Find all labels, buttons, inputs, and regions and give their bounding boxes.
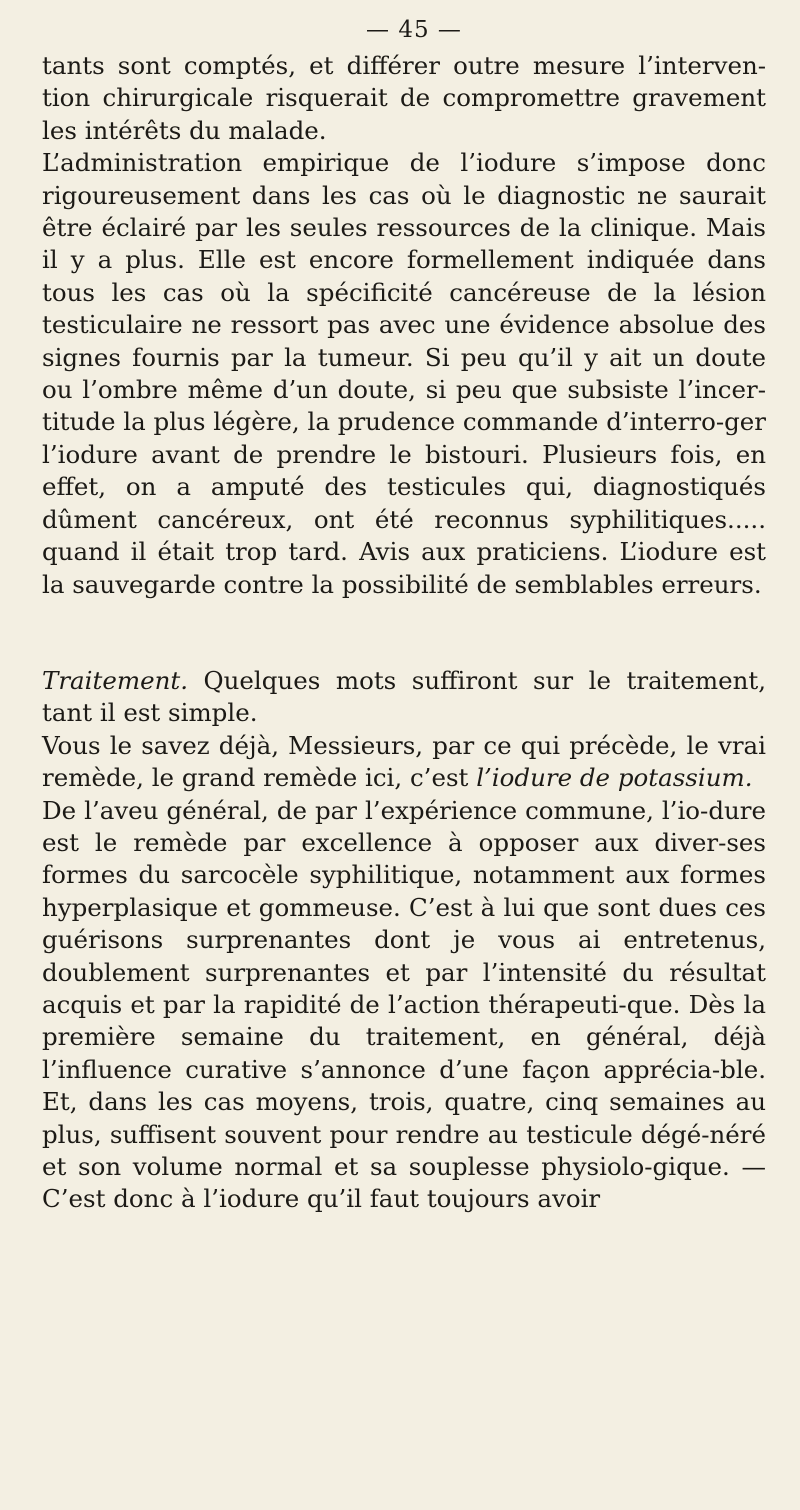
section-spacer — [42, 601, 766, 665]
remedy-name: l’iodure de potassium. — [476, 763, 753, 793]
paragraph-effects: De l’aveu général, de par l’expérience commune, l’io-dure est le remède par excellence à opposer aux diver-ses formes du sarcocèle syphilitique, notamment aux formes hyperplasique et gommeuse. C’est à lui que sont dues ces guérisons surprenantes dont je vous ai entretenus, doublement surprenantes et par l’intensité du résultat acquis et par la rapidité de l’action thérapeuti-que. Dès la première semaine du traitement, en général, déjà l’influence curative s’annonce d’une façon apprécia-ble. Et, dans les cas moyens, trois, quatre, cinq semaines au plus, suffisent souvent pour rendre au testicule dégé-néré et son volume normal et sa souplesse physiolo-gique. — C’est donc à l’iodure qu’il faut toujours avoir — [42, 795, 766, 1214]
paragraph-remedy-text: Vous le savez déjà, Messieurs, par ce qui précède, le vrai remède, le grand remède ici, c’est — [42, 730, 766, 793]
paragraph-traitement-text: Quelques mots suffiront sur le traitement, tant il est simple. — [42, 665, 767, 728]
paragraph-remedy — [42, 730, 766, 795]
paragraph-traitement — [42, 665, 766, 730]
paragraph-continuation: tants sont comptés, et différer outre mesure l’interven-tion chirurgicale risquerait de compromettre gravement les intérêts du malade. — [42, 51, 766, 145]
section-heading: Traitement. — [42, 665, 188, 695]
page-number: — 45 — — [366, 17, 462, 43]
paragraph-iodure-administration: L’administration empirique de l’iodure s’impose donc rigoureusement dans les cas où le diagnostic ne saurait être éclairé par les seules ressources de la clinique. Mais il y a plus. Elle est encore formellement indiquée dans tous les cas où la spécificité cancéreuse de la lésion testiculaire ne ressort pas avec une évidence absolue des signes fournis par la tumeur. Si peu qu’il y ait un doute ou l’ombre même d’un doute, si peu que subsiste l’incer-titude la plus légère, la prudence commande d’interro-ger l’iodure avant de prendre le bistouri. Plusieurs fois, en effet, on a amputé des testicules qui, diagnostiqués dûment cancéreux, ont été reconnus syphilitiques..... quand il était trop tard. Avis aux praticiens. L’iodure est la sauvegarde contre la possibilité de semblables erreurs. — [42, 148, 766, 599]
